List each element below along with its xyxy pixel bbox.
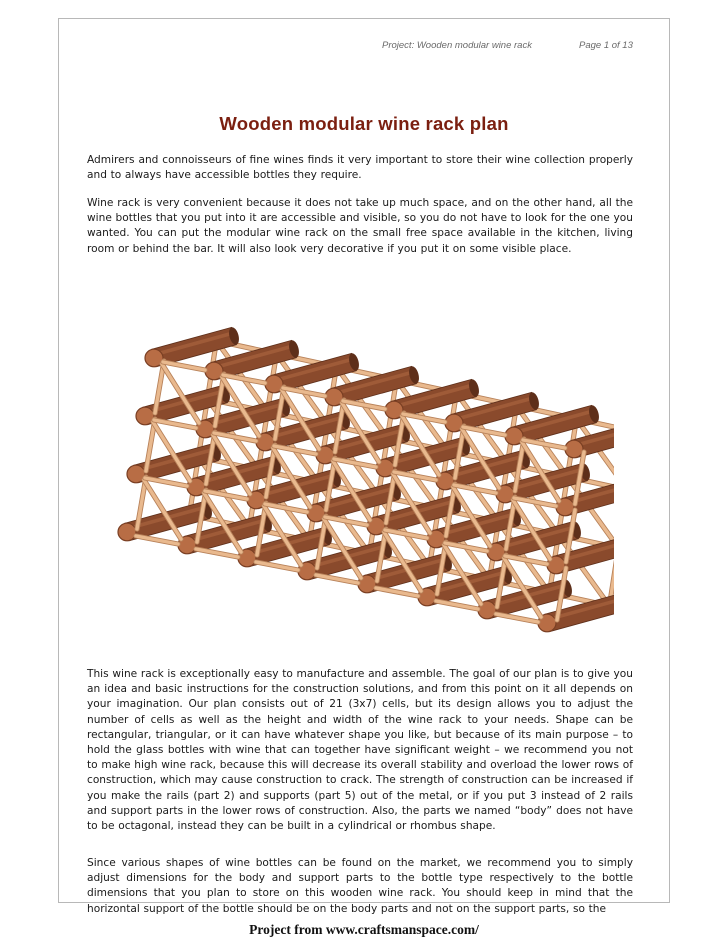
intro-paragraph: Admirers and connoisseurs of fine wines finds it very important to store their wine collection properly and to always have accessible bottles they require. [87,154,633,182]
convenience-paragraph: Wine rack is very convenient because it does not take up much space, and on the other hand, all the wine bottles that you put into it are accessible and visible, so you do not have to look for the one you wanted. You can put the modular wine rack on the small free space available in the kitchen, living room or behind the bar. It will also look very decorative if you put it on some visible place. [87,197,633,255]
front-horizontal-rail [376,588,418,596]
document-title: Wooden modular wine rack plan [219,113,509,134]
wine-rack-drawing [106,318,614,672]
design-paragraph: This wine rack is exceptionally easy to manufacture and assemble. The goal of our plan is to give you an idea and basic instructions for the construction solutions, and from this point on it all depends on your imagination. Our plan consists out of 21 (3x7) cells, but its design allows you to adjust the number of cells as well as the height and width of the wine rack to your needs. Shape can be rectangular, triangular, or it can have whatever shape you like, but because of its main purpose – to hold the glass bottles with wine that can together have significant weight – we recommend you not to make high wine rack, because this will decrease its overall stability and overload the lower rows of construction, which may cause construction to crack. The strength of construction can be increased if you make the rails (part 2) and supports (part 5) out of the metal, or if you put 3 instead of 2 rails and support parts in the lower rows of construction. Also, the parts we named “body” does not have to be octagonal, instead they can be built in a cylindrical or rhombus shape. [87,668,633,833]
page-header [0,40,728,54]
front-horizontal-rail [154,420,196,428]
bottle-shape-paragraph: Since various shapes of wine bottles can be found on the market, we recommend you to simply adjust dimensions for the body and support parts to the bottle type respectively to the bottle dimensions that you plan to store on this wooden wine rack. You should keep in mind that the horizontal support of the bottle should be on the body parts and not on the support parts, so the [87,857,633,915]
front-horizontal-rail [256,562,298,570]
front-horizontal-rail [316,575,358,583]
wine-rack-illustration [106,318,614,672]
front-horizontal-rail [145,478,187,486]
rack-log-front-end [118,523,136,541]
rack-log-front-end [565,440,583,458]
front-horizontal-rail [436,601,478,609]
header-project-title: Project: Wooden modular wine rack [382,40,532,51]
page-footer: Project from www.craftsmanspace.com/ [249,922,479,937]
front-horizontal-rail [163,362,205,370]
header-page-number: Page 1 of 13 [579,40,633,51]
front-horizontal-rail [496,614,538,622]
front-horizontal-rail [136,536,178,544]
front-horizontal-rail [196,549,238,557]
